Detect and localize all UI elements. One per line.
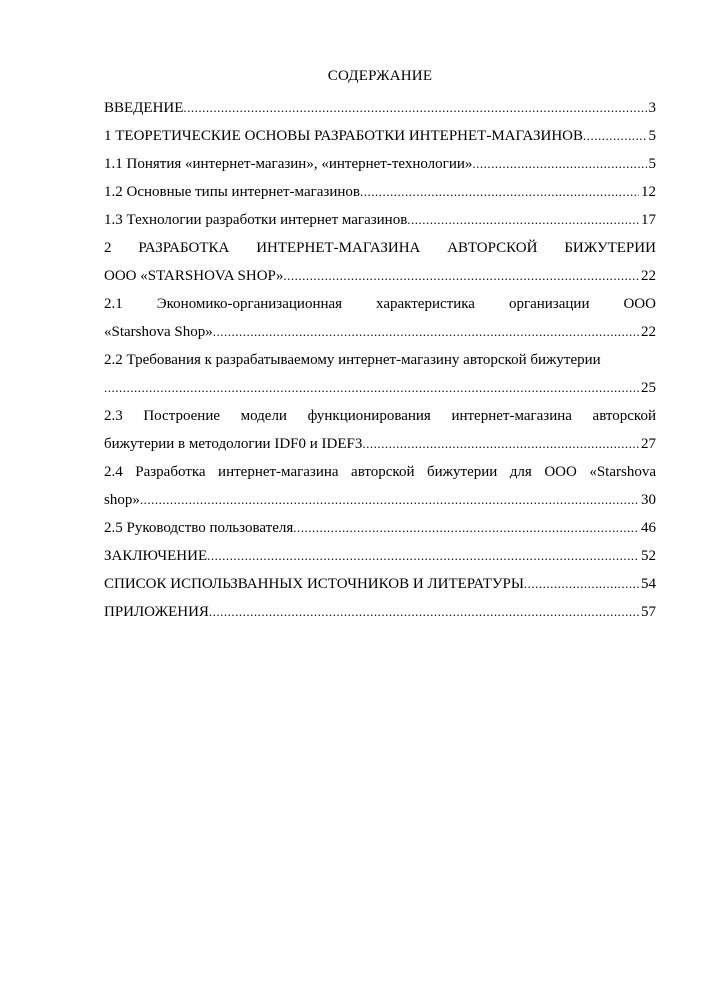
- toc-page-number: 30: [641, 492, 656, 508]
- toc-leader-dots: [209, 598, 639, 626]
- toc-entry-2-1[interactable]: [104, 290, 656, 346]
- toc-word: 2.1: [104, 296, 123, 312]
- toc-entry-text: 1.1 Понятия «интернет-магазин», «интернет-технологии»: [104, 156, 473, 172]
- toc-page-number: 3: [648, 100, 656, 116]
- toc-word: интернет-магазина: [451, 408, 572, 424]
- toc-line: [104, 150, 656, 178]
- toc-entry-text: 1.3 Технологии разработки интернет магазинов: [104, 212, 408, 228]
- toc-line: [104, 346, 656, 374]
- toc-page-number: 46: [641, 520, 656, 536]
- toc-word: 2.3: [104, 408, 123, 424]
- toc-word: ООО: [623, 296, 656, 312]
- toc-word: 2: [104, 240, 112, 256]
- toc-line: [104, 486, 656, 514]
- toc-line: [104, 514, 656, 542]
- toc-word: для: [509, 464, 532, 480]
- toc-entry-1-2[interactable]: [104, 178, 656, 206]
- toc-entry-2-5[interactable]: [104, 514, 656, 542]
- toc-word: бижутерии: [426, 464, 498, 480]
- toc-line: [104, 318, 656, 346]
- toc-line: [104, 570, 656, 598]
- toc-page-number: 5: [648, 156, 656, 172]
- toc-leader-dots: [407, 206, 639, 234]
- toc-entry-2-4[interactable]: [104, 458, 656, 514]
- toc-word: АВТОРСКОЙ: [447, 240, 538, 256]
- toc-entry-conclusion[interactable]: [104, 542, 656, 570]
- toc-entry-text: СПИСОК ИСПОЛЬЗВАННЫХ ИСТОЧНИКОВ И ЛИТЕРАТУРЫ: [104, 576, 524, 592]
- toc-entry-2-3[interactable]: [104, 402, 656, 458]
- toc-page-number: 22: [641, 324, 656, 340]
- toc-entry-introduction[interactable]: [104, 94, 656, 122]
- toc-leader-dots: [213, 318, 639, 346]
- toc-word: 2.4: [104, 464, 123, 480]
- toc-word: «Starshova: [589, 464, 656, 480]
- toc-page-number: 57: [641, 604, 656, 620]
- toc-page-number: 22: [641, 268, 656, 284]
- toc-word: модели: [240, 408, 287, 424]
- toc-entry-text: ПРИЛОЖЕНИЯ: [104, 604, 209, 620]
- toc-leader-dots: [104, 374, 639, 402]
- toc-line: [104, 430, 656, 458]
- toc-entry-text: 1.2 Основные типы интернет-магазинов: [104, 184, 360, 200]
- toc-line: [104, 374, 656, 402]
- toc-line: [104, 598, 656, 626]
- toc-word: Разработка: [135, 464, 206, 480]
- toc-word: РАЗРАБОТКА: [138, 240, 230, 256]
- toc-line: [104, 178, 656, 206]
- toc-entry-1-3[interactable]: [104, 206, 656, 234]
- toc-line-justified: [104, 458, 656, 486]
- toc-line: [104, 122, 656, 150]
- toc-entry-text: ООО «STARSHOVA SHOP»: [104, 268, 284, 284]
- toc-entry-1-1[interactable]: [104, 150, 656, 178]
- toc-line: [104, 206, 656, 234]
- toc-entry-text: shop»: [104, 492, 140, 508]
- toc-leader-dots: [293, 514, 639, 542]
- toc-page-number: 17: [641, 212, 656, 228]
- toc-entry-text: 1 ТЕОРЕТИЧЕСКИЕ ОСНОВЫ РАЗРАБОТКИ ИНТЕРНЕТ-МАГАЗИНОВ: [104, 128, 584, 144]
- toc-word: ООО: [544, 464, 577, 480]
- toc-word: организации: [508, 296, 590, 312]
- toc-word: характеристика: [376, 296, 475, 312]
- toc-entry-references[interactable]: [104, 570, 656, 598]
- toc-leader-dots: [583, 122, 646, 150]
- toc-leader-dots: [524, 570, 639, 598]
- toc-page-number: 54: [641, 576, 656, 592]
- toc-page-number: 5: [648, 128, 656, 144]
- toc-entry-text: «Starshova Shop»: [104, 324, 213, 340]
- toc-line: [104, 262, 656, 290]
- toc-line: [104, 542, 656, 570]
- document-page: [104, 66, 656, 626]
- toc-entry-text: бижутерии в методологии IDF0 и IDEF3: [104, 436, 363, 452]
- toc-leader-dots: [207, 542, 639, 570]
- toc-word: ИНТЕРНЕТ-МАГАЗИНА: [256, 240, 421, 256]
- toc-line-justified: [104, 290, 656, 318]
- toc-page-number: 27: [641, 436, 656, 452]
- toc-word: Построение: [143, 408, 220, 424]
- toc-line-justified: [104, 234, 656, 262]
- toc-leader-dots: [362, 430, 639, 458]
- toc-leader-dots: [472, 150, 646, 178]
- toc-entry-appendices[interactable]: [104, 598, 656, 626]
- toc-entry-text: ЗАКЛЮЧЕНИЕ: [104, 548, 208, 564]
- toc-word: интернет-магазина: [218, 464, 339, 480]
- toc-leader-dots: [183, 94, 646, 122]
- toc-word: функционирования: [307, 408, 431, 424]
- toc-leader-dots: [283, 262, 639, 290]
- toc-entry-2-2[interactable]: [104, 346, 656, 402]
- toc-word: авторской: [351, 464, 415, 480]
- toc-entry-text: ВВЕДЕНИЕ: [104, 100, 184, 116]
- toc-leader-dots: [360, 178, 639, 206]
- toc-page-number: 12: [641, 184, 656, 200]
- toc-entry-chapter-2[interactable]: [104, 234, 656, 290]
- toc-title: СОДЕРЖАНИЕ: [327, 68, 433, 84]
- toc-word: авторской: [592, 408, 656, 424]
- toc-entry-text: 2.2 Требования к разрабатываемому интернет-магазину авторской бижутерии: [104, 352, 601, 368]
- toc-entry-text: 2.5 Руководство пользователя: [104, 520, 294, 536]
- toc-leader-dots: [140, 486, 639, 514]
- toc-page-number: 25: [641, 380, 656, 396]
- toc-line-justified: [104, 402, 656, 430]
- toc-line: [104, 94, 656, 122]
- toc-word: Экономико-организационная: [156, 296, 343, 312]
- toc-page-number: 52: [641, 548, 656, 564]
- toc-word: БИЖУТЕРИИ: [564, 240, 656, 256]
- toc-entry-chapter-1[interactable]: [104, 122, 656, 150]
